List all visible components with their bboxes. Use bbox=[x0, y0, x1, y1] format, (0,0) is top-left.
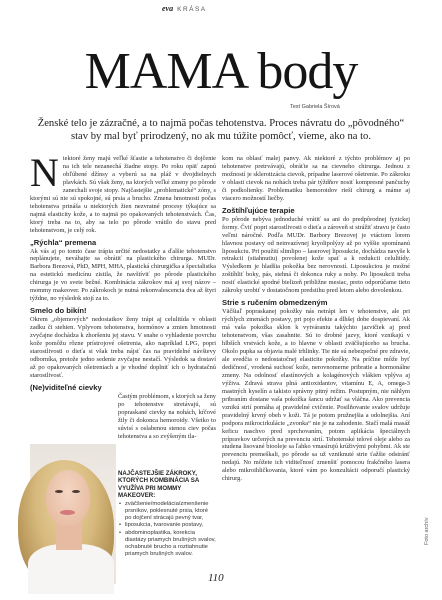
text-column-left bbox=[30, 150, 216, 441]
procedures-list bbox=[118, 501, 216, 558]
intro-paragraph bbox=[30, 150, 216, 235]
paragraph: Väčšiaľ popraskanej pokožky nás netrápi len v tehotenstve, ale pri rýchlych zmenách postavy, pri pojo efekte a dlhšej dobe dospievaní. Ak má vaša pokožka sklon k vytváraniu takýchto jazvičiek aj pred tehotenstvom, všas zasahnite. Sú to drobné jazvy, ktoré vznikajú v hlbších vrstvách kože, a to hlavne v oblasti zväčšujúceho sa brucha. Okolo pupka sa objavia malé trhlinky. Tie nie sú nebezpečné pre zdravie, ale svedčia o nedostatočnej elasticite pokožky. Na príčine môže byť dedičnosť, vrodená suchosť kože, nerovnomerne pribratie a hormonálne zmeny. Na odolnosť elastínových a kolagénových vlákien vplýva aj výživa. Zdravá strava plná antioxidantov, vitamínu E, A, omega-3 mastných kyselín a takisto správny pitný režim. Postupným, nie náhlym pribraním dostane vaša pokožka šancu udržať sa vláčna. Ako prevencia vznikú strií pomáha aj pravidelné cvičenie. Posilňovanie svalov udržuje pravidelný krvný obeh v koži. Tá je potom pružnejšia a odolnejšia. Aní podpora mikrocirkulácie „zvonka“ nie je na zahodenie. Stačí malá masáž keficu naschvo pred sprchovaním, potom aplikácia špeciálnych prípravkov určených na prevenciu strií. Tehotenské telové oleje alebo za studena lisované bioolejе sa ľahko vmasírujú krúživými pohybmi. Ak ste prevenciu premeškali, po pôrode sa už vzniknuté strie ťažšie odstránť nedajú. No môžete ich viditeľnosť zmenšiť pomocou frakčného lasera alebo mikroihličkovania, ktoré vám po konzultácii odporučí plastický chirurg. bbox=[222, 308, 410, 483]
subheading-strie: Strie s ručením obmedzeným bbox=[222, 298, 328, 308]
brand-logo: eva bbox=[162, 4, 174, 13]
dropcap: N bbox=[30, 150, 59, 195]
procedures-box-title: NAJČASTEJŠIE ZÁKROKY, KTORÝCH KOMBINÁCIA SA VYUŽÍVA PRI MOMMY MAKEOVER: bbox=[118, 470, 200, 499]
paragraph: Okrem „objemových“ nedostatkov ženy trápi aj celulitída v oblasti zadku či stehien. Vplyvom tehotenstva, hormónov a zmien hmotnosti zvyčajne dochádza k zhoršeniu jej stavu. V snahe o vyhladenie povrchu kože pomôžu rôzne prístrojové ošetrenia, ako napríklad LPG, popri starostlivosti o dieťa si však treba nájsť čas na pravidelné návštevy odborníka, pretože jedno sedenie zvyčajne nestačí. Výsledok sa dostaví až po opakovaných ošetreniach a je vhodné doplniť ich o hydratačnú starostlivosť. bbox=[30, 316, 216, 379]
paragraph: Častým problémom, s ktorých sa ženy po tehotenstve stretávajú, sú popraskané cievky na nohách, kŕčové žily či dokonca hemoroidy. Všetko to súvisí s oslabenou stenou ciev počas tehotenstva a so zvýšeným tla- bbox=[118, 392, 216, 440]
photo-credit: Foto archív bbox=[424, 517, 430, 545]
photo-face bbox=[46, 470, 90, 526]
lead-paragraph: Ženské telo je zázračné, a to najmä počas tehotenstva. Proces návratu do „pôvodného“ stav by mal byť prirodzený, no ak mu túžite pomôcť, vieme, ako na to. bbox=[37, 118, 405, 143]
paragraph: Ak vás aj po tomto čase trápia určité nedostatky a ďalšie tehotenstvo neplánujete, neváhajte sa obrátiť na plastického chirurga. MUDr. Barbora Brezová, PhD, MPH, MHA, plastická chirurgička a špecialistka na estetickú medicínu zistila, že navštíviť po pôrode plastického chirurga je vo svete bežné. Kombinácia zákrokov má aj svoj názov – mommy makeover. Po zákrokoch je nutná rekonvalescencia dva až štyri týždne, no výsledok stojí za to. bbox=[30, 247, 216, 303]
subheading-rychla-premena: „Rýchla“ premena bbox=[30, 237, 97, 247]
article-title: MAMA body bbox=[84, 43, 358, 100]
text-column-right bbox=[222, 155, 410, 483]
subheading-neviditelne-cievky: (Ne)viditeľné cievky bbox=[30, 382, 102, 392]
byline: Text Gabriela Šírová bbox=[290, 104, 340, 110]
paragraph: Po pôrode nebýva jednoduché vrátiť sa ani do predpôrodnej fyzickej formy. Čviť popri starostlivosti o dieťa a zároveň si strážiť stravu je často veľmi náročné. Podľa MUDr. Barbory Brezovej je vtáctom lorem hlavnou postavy od neinvazívnej kryolipolýzy až po vyššie spomínanú liposukciu. Pri použití slimlipo – laserovej liposukcie, dochádza navyše k retrakcii (stiahnutiu) povolenej kože spať a k redukcii celulitídy. Výsledkom je hladšia pokožka bez nerovností. Liposukciou je možné zoštíhliť boky, pás, stehná či dokonca ruky a nohy. Po liposukcii treba nosiť elastické spodné bielizeň približne mesiac, preto odporúčame tieto zákroky urobiť v dostatočnom predstihu pred letom alebo dovolenkou. bbox=[222, 215, 410, 295]
photo-shirt bbox=[28, 544, 114, 594]
photo-lips bbox=[60, 510, 75, 515]
list-item: • liposukcia, tvarovanie postavy, bbox=[118, 522, 216, 529]
section-label: KRÁSA bbox=[177, 6, 207, 13]
page-number: 110 bbox=[208, 572, 224, 584]
list-item: • zväčšenie/modelácia/zmenšenie prsníkov, poklesnuté prsia, ktoré po dojčení strácajú pevný tvar, bbox=[118, 501, 216, 522]
paragraph: kom na oblasť malej panvy. Ak niektoré z týchto problémov aj po tehotenstve pretrvávajú, obráťte sa na cievneho chirurga. Jednou z možností je sklerotizácia cievok, prípadne laserové ošetrenie. Po zákroku v oblasti cievok na nohách treba pár týždňov nosiť kompresné pančuchy či podkolienky. Problematiku hemoroidov rieši chirurg a máme aj viacero možností liečby. bbox=[222, 155, 410, 202]
subheading-zostihlujuce-terapie: Zoštíhľujúce terapie bbox=[222, 205, 295, 215]
photo-eye bbox=[72, 490, 80, 493]
procedures-box bbox=[118, 470, 216, 558]
section-header bbox=[162, 4, 207, 13]
subheading-smelo-do-bikin: Smelo do bikín! bbox=[30, 306, 87, 316]
intro-text: iektoré ženy majú veľké šťastie a tehotenstvo či dojčenie na ich tele nezanechá žiadne stopy. Po roku opäť zapnú obľúbené džínsy a vyberú sa na pláž v dvojdielnych plavkách. Sú však ženy, na ktorých veľké zmeny po pôrode zanechali svoje stopy. Najčastejšie „problematické“ zóny, s ktorými sú nie sú spokojné, sú prsia a brucho. Zmena hmotnosti počas tehotenstva prináša u niektorých žien nezvratné procesy týkajúce sa najmä elasticity kože, a to najmä po opakovaných tehotenstvách. Čas, ktorý treba na to, aby sa telo po pôrode vrátilo do stavu pred tehotenstvom, je celý rok. bbox=[30, 155, 216, 234]
list-item: • abdominoplastika, korekcia diastázy priamych brušných svalov, ochabnuté brucho a roztiahnutie priamych brušných svalov. bbox=[118, 530, 216, 558]
photo-eye bbox=[55, 490, 63, 493]
